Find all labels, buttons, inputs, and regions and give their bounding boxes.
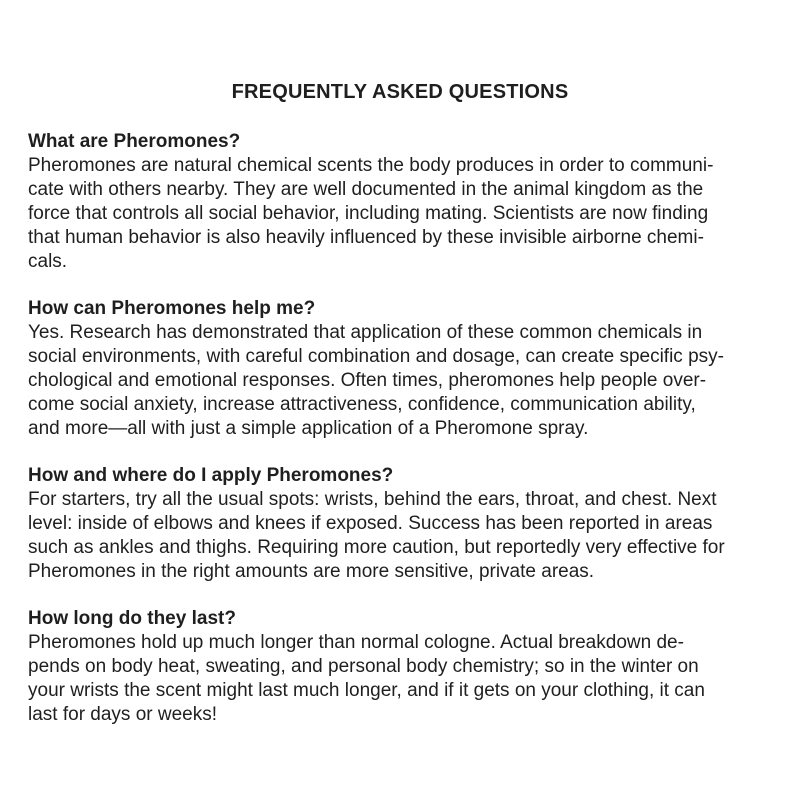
answer-line: last for days or weeks! xyxy=(28,704,218,725)
question-heading: How can Pheromones help me? xyxy=(28,298,316,319)
question-heading: How long do they last? xyxy=(28,608,236,629)
answer-line: force that controls all social behavior, including mating. Scientists are now finding xyxy=(28,203,709,224)
answer-line: cate with others nearby. They are well documented in the animal kingdom as the xyxy=(28,179,704,200)
answer-line: your wrists the scent might last much longer, and if it gets on your clothing, it can xyxy=(28,680,705,701)
answer-line: Yes. Research has demonstrated that application of these common chemicals in xyxy=(28,322,703,343)
answer-line: chological and emotional responses. Often times, pheromones help people over- xyxy=(28,370,707,391)
faq-section-how-can-pheromones-help xyxy=(28,297,772,441)
answer-paragraph xyxy=(28,154,772,274)
answer-line: cals. xyxy=(28,251,68,272)
question-heading: How and where do I apply Pheromones? xyxy=(28,465,394,486)
answer-line: Pheromones in the right amounts are more sensitive, private areas. xyxy=(28,561,595,582)
question-heading: What are Pheromones? xyxy=(28,131,241,152)
answer-line: social environments, with careful combination and dosage, can create specific psy- xyxy=(28,346,724,367)
faq-section-how-and-where-apply xyxy=(28,464,772,584)
answer-paragraph xyxy=(28,631,772,727)
answer-line: Pheromones are natural chemical scents the body produces in order to communi- xyxy=(28,155,714,176)
faq-section-what-are-pheromones xyxy=(28,130,772,274)
answer-line: such as ankles and thighs. Requiring more caution, but reportedly very effective for xyxy=(28,537,725,558)
answer-line: pends on body heat, sweating, and personal body chemistry; so in the winter on xyxy=(28,656,699,677)
page-title: FREQUENTLY ASKED QUESTIONS xyxy=(231,81,569,103)
answer-line: and more—all with just a simple application of a Pheromone spray. xyxy=(28,418,589,439)
answer-line: level: inside of elbows and knees if exposed. Success has been reported in areas xyxy=(28,513,713,534)
answer-line: Pheromones hold up much longer than normal cologne. Actual breakdown de- xyxy=(28,632,684,653)
answer-line: that human behavior is also heavily influenced by these invisible airborne chemi- xyxy=(28,227,704,248)
answer-line: For starters, try all the usual spots: wrists, behind the ears, throat, and chest. Next xyxy=(28,489,717,510)
answer-paragraph xyxy=(28,321,772,441)
answer-paragraph xyxy=(28,488,772,584)
answer-line: come social anxiety, increase attractiveness, confidence, communication ability, xyxy=(28,394,696,415)
faq-section-how-long-do-they-last xyxy=(28,607,772,727)
